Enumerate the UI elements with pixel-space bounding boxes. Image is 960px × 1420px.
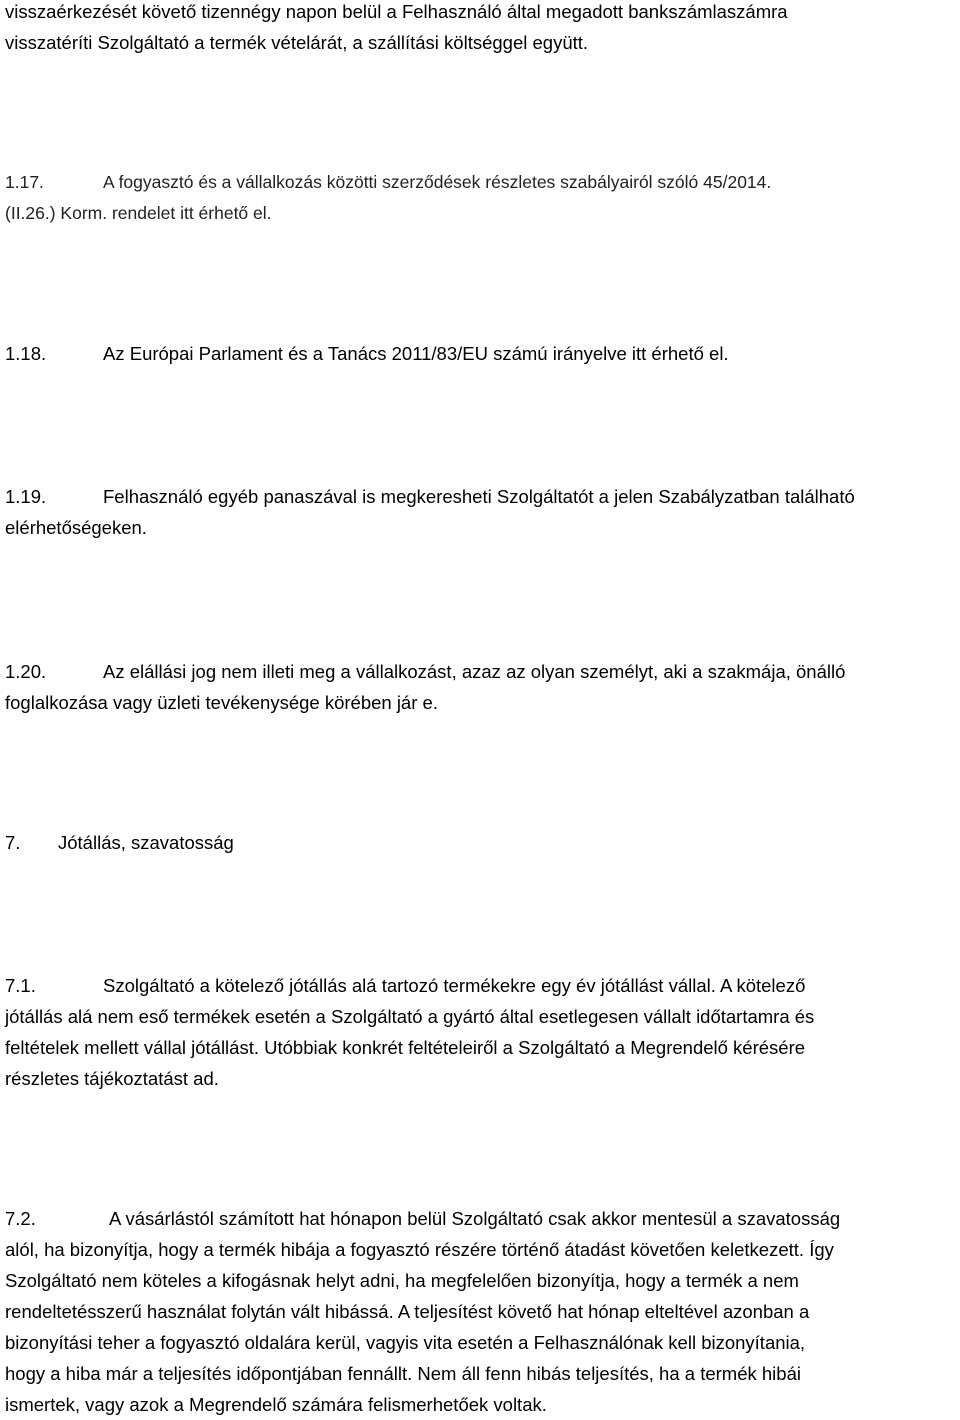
intro-line-2: visszatéríti Szolgáltató a termék vételárát, a szállítási költséggel együtt. (5, 32, 589, 53)
section-text: Felhasználó egyéb panaszával is megkeresheti Szolgáltatót a jelen Szabályzatban található (103, 486, 855, 507)
heading-number: 7. (5, 832, 21, 853)
section-7-2-line-4: rendeltetésszerű használat folytán vált hibássá. A teljesítést követő hat hónap elteltével azonban a (5, 1301, 810, 1322)
section-7-2-line-3: Szolgáltató nem köteles a kifogásnak helyt adni, ha megfelelően bizonyítja, hogy a termék a nem (5, 1270, 799, 1291)
section-1-18 (5, 338, 950, 369)
section-1-17-line-2: (II.26.) Korm. rendelet itt érhető el. (5, 203, 272, 223)
section-text: A vásárlástól számított hat hónapon belül Szolgáltató csak akkor mentesül a szavatosság (109, 1208, 841, 1229)
section-1-19 (5, 481, 950, 543)
section-number: 1.17. (5, 172, 44, 192)
section-7-1 (5, 970, 950, 1094)
section-7-1-line-4: részletes tájékoztatást ad. (5, 1068, 219, 1089)
section-7-2-line-1 (5, 1203, 950, 1234)
section-number: 1.19. (5, 486, 47, 507)
section-number: 1.20. (5, 661, 47, 682)
section-1-20-line-1 (5, 656, 950, 687)
section-1-20-line-2: foglalkozása vagy üzleti tevékenysége körében jár e. (5, 692, 438, 713)
section-number: 7.2. (5, 1208, 36, 1229)
section-number: 7.1. (5, 975, 36, 996)
section-7-2-line-7: ismertek, vagy azok a Megrendelő számára felismerhetőek voltak. (5, 1394, 547, 1415)
section-number: 1.18. (5, 343, 47, 364)
section-1-19-line-1 (5, 481, 950, 512)
section-7-1-line-1 (5, 970, 950, 1001)
section-1-18-line-1 (5, 338, 950, 369)
intro-paragraph (5, 0, 950, 58)
section-7-2 (5, 1203, 950, 1420)
section-7-1-line-3: feltételek mellett vállal jótállást. Utóbbiak konkrét feltételeiről a Szolgáltató a Megrendelő kérésére (5, 1037, 806, 1058)
section-heading (5, 827, 950, 858)
section-1-20 (5, 656, 950, 718)
section-7-2-line-6: hogy a hiba már a teljesítés időpontjában fennállt. Nem áll fenn hibás teljesítés, ha a termék hibái (5, 1363, 801, 1384)
section-1-19-line-2: elérhetőségeken. (5, 517, 147, 538)
section-heading-7 (5, 827, 950, 858)
section-7-2-line-2: alól, ha bizonyítja, hogy a termék hibája a fogyasztó részére történő átadást követően keletkezett. Így (5, 1239, 834, 1260)
section-text: Szolgáltató a kötelező jótállás alá tartozó termékekre egy év jótállást vállal. A kötelező (103, 975, 806, 996)
section-text: Az elállási jog nem illeti meg a vállalkozást, azaz az olyan személyt, aki a szakmája, önálló (103, 661, 846, 682)
section-7-2-line-5: bizonyítási teher a fogyasztó oldalára kerül, vagyis vita esetén a Felhasználónak kell bizonyítania, (5, 1332, 806, 1353)
section-text: Az Európai Parlament és a Tanács 2011/83/EU számú irányelve itt érhető el. (103, 343, 729, 364)
section-1-17 (5, 167, 950, 229)
section-1-17-line-1 (5, 167, 950, 198)
section-7-1-line-2: jótállás alá nem eső termékek esetén a Szolgáltató a gyártó által esetlegesen vállalt időtartamra és (5, 1006, 815, 1027)
section-text: A fogyasztó és a vállalkozás közötti szerződések részletes szabályairól szóló 45/2014. (103, 172, 772, 192)
intro-line-1: visszaérkezését követő tizennégy napon belül a Felhasználó által megadott bankszámlaszámra (5, 1, 788, 22)
heading-title: Jótállás, szavatosság (58, 832, 234, 853)
